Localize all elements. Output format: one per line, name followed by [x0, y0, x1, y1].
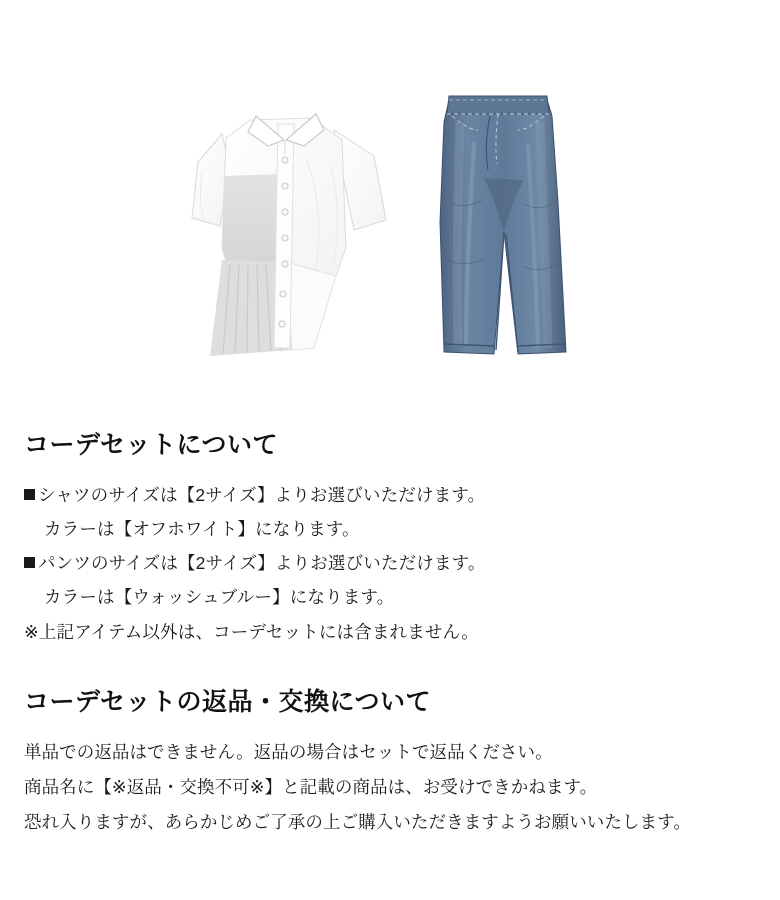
pants-illustration [400, 82, 600, 372]
returns-line-1: 単品での返品はできません。返品の場合はセットで返品ください。 [24, 741, 553, 762]
about-line-5-text: ※上記アイテム以外は、コーデセットには含まれません。 [24, 621, 479, 642]
square-bullet-icon [24, 489, 35, 500]
section-returns [24, 687, 756, 840]
section-about-set [24, 430, 756, 649]
description-content [0, 430, 780, 840]
about-line-3-text: パンツのサイズは【2サイズ】よりお選びいただけます。 [38, 553, 486, 574]
about-line-4 [24, 580, 756, 614]
product-image-area [0, 0, 780, 420]
section-title-about-set: コーデセットについて [24, 431, 279, 459]
returns-line-3: 恐れ入りますが、あらかじめご了承の上ご購入いただきますようお願いいたします。 [24, 811, 691, 832]
about-line-5 [24, 615, 756, 649]
about-line-1-text: シャツのサイズは【2サイズ】よりお選びいただけます。 [38, 485, 486, 505]
shirt-illustration [186, 98, 406, 363]
about-line-2 [24, 512, 756, 546]
about-line-2-text: カラーは【オフホワイト】になります。 [44, 519, 360, 540]
square-bullet-icon [24, 557, 35, 568]
about-line-1 [24, 478, 756, 512]
about-line-4-text: カラーは【ウォッシュブルー】になります。 [44, 587, 395, 608]
about-line-3 [24, 546, 756, 580]
section-title-returns: コーデセットの返品・交換について [24, 687, 432, 716]
returns-line-2: 商品名に【※返品・交換不可※】と記載の商品は、お受けできかねます。 [24, 776, 598, 797]
